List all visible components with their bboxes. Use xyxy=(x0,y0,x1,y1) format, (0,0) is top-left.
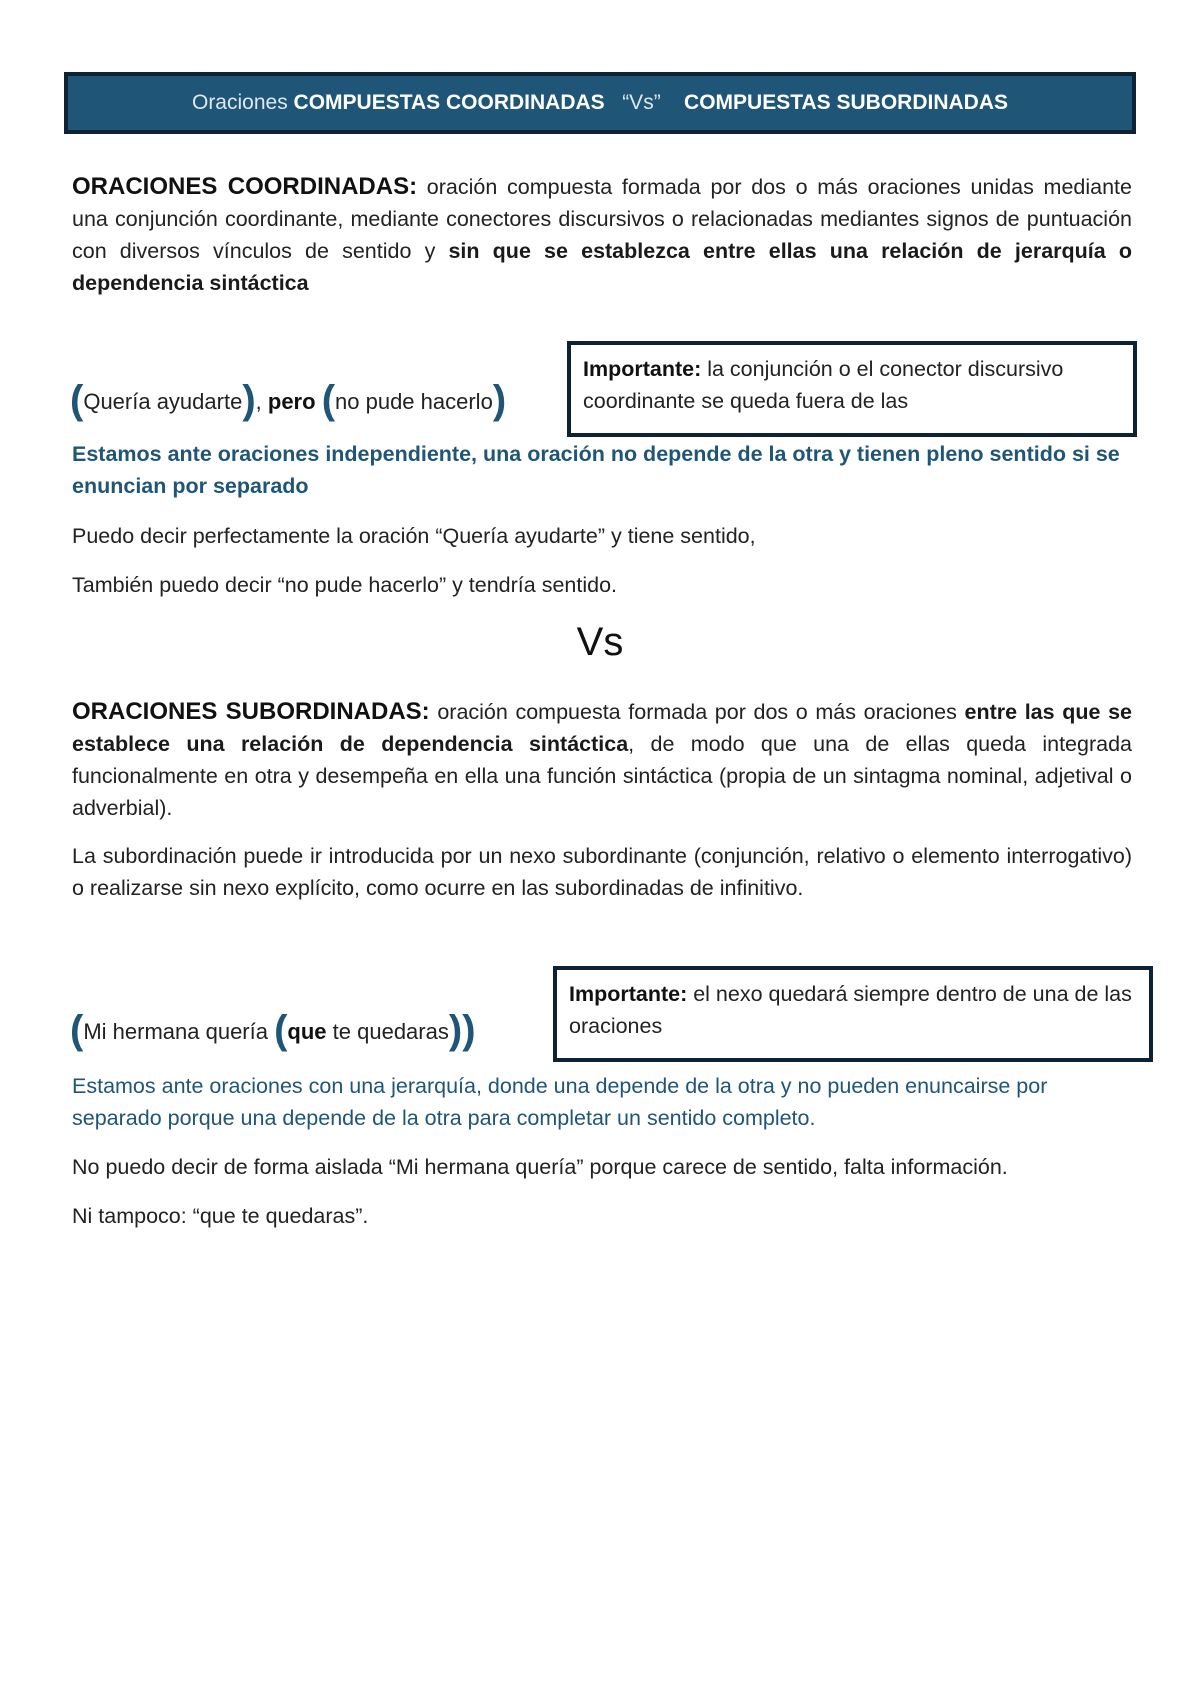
subordinadas-paragraph-2: La subordinación puede ir introducida por un nexo subordinante (conjunción, relativo o elemento interrogativo) o realizarse sin nexo explícito, como ocurre en las subordinadas de infinitivo. xyxy=(72,844,1132,900)
subordinadas-heading: ORACIONES SUBORDINADAS: xyxy=(72,698,430,725)
coordinadas-example xyxy=(70,378,506,423)
banner-left-title: COMPUESTAS COORDINADAS xyxy=(293,91,605,114)
coordinadas-line-1: Puedo decir perfectamente la oración “Quería ayudarte” y tiene sentido, xyxy=(72,524,756,548)
subordinadas-important-note xyxy=(553,966,1153,1062)
coordinadas-important-note xyxy=(567,341,1137,437)
coordinadas-definition-bold: sin que se establezca entre ellas una relación de jerarquía o dependencia sintáctica xyxy=(72,239,1132,295)
coordinadas-heading: ORACIONES COORDINADAS: xyxy=(72,173,418,200)
coordinadas-explanation: Estamos ante oraciones independiente, una oración no depende de la otra y tienen pleno sentido si se enuncian por separado xyxy=(72,442,1120,498)
example-paren: ( xyxy=(70,378,84,422)
title-banner xyxy=(64,72,1136,134)
banner-prefix: Oraciones xyxy=(191,91,288,114)
note-text: la conjunción o el conector discursivo coordinante se queda fuera de las xyxy=(583,357,1064,413)
note-label: Importante: xyxy=(569,982,688,1006)
banner-vs: “Vs” xyxy=(622,91,661,114)
subordinadas-definition xyxy=(72,696,1132,824)
example-paren: ) xyxy=(242,378,256,422)
example-clause-1: Quería ayudarte xyxy=(83,389,243,414)
subordinadas-definition-bold: entre las que se establece una relación de dependencia sintáctica xyxy=(72,700,1133,756)
subordinadas-definition-text-1: oración compuesta formada por dos o más oraciones xyxy=(429,700,965,724)
note-text: el nexo quedará siempre dentro de una de las oraciones xyxy=(569,982,1132,1038)
coordinadas-line-2: También puedo decir “no pude hacerlo” y tendría sentido. xyxy=(72,573,618,597)
example-paren: ) xyxy=(492,378,507,422)
example-clause-2: no pude hacerlo xyxy=(335,389,493,414)
vs-divider: Vs xyxy=(576,620,624,664)
example-nexo: que xyxy=(287,1019,327,1044)
example-paren: ( xyxy=(274,1008,288,1052)
example-conjunction: pero xyxy=(267,389,316,414)
example-sub-clause: te quedaras xyxy=(326,1019,449,1044)
subordinadas-line-1: No puedo decir de forma aislada “Mi hermana quería” porque carece de sentido, falta información. xyxy=(72,1155,1008,1179)
coordinadas-definition xyxy=(72,171,1132,299)
example-paren: ( xyxy=(70,1008,84,1052)
note-label: Importante: xyxy=(583,357,702,381)
subordinadas-definition-text-2: , de modo que una de ellas queda integrada funcionalmente en otra y desempeña en ella una función sintáctica (propia de un sintagma nominal, adjetival o adverbial). xyxy=(72,732,1132,820)
example-comma: , xyxy=(255,389,268,414)
example-paren: ) xyxy=(462,1008,476,1052)
example-paren: ) xyxy=(448,1008,463,1052)
subordinadas-explanation: Estamos ante oraciones con una jerarquía, donde una depende de la otra y no pueden enuncairse por separado porque una depende de la otra para completar un sentido completo. xyxy=(72,1074,1048,1130)
example-paren: ( xyxy=(321,378,336,422)
subordinadas-line-2: Ni tampoco: “que te quedaras”. xyxy=(72,1204,369,1228)
coordinadas-definition-text: oración compuesta formada por dos o más oraciones unidas mediante una conjunción coordinante, mediante conectores discursivos o relacionadas mediantes signos de puntuación con diversos vínculos de sentido y xyxy=(72,175,1132,263)
example-main-clause: Mi hermana quería xyxy=(83,1019,275,1044)
banner-right-title: COMPUESTAS SUBORDINADAS xyxy=(684,91,1008,114)
subordinadas-example xyxy=(70,1008,476,1053)
